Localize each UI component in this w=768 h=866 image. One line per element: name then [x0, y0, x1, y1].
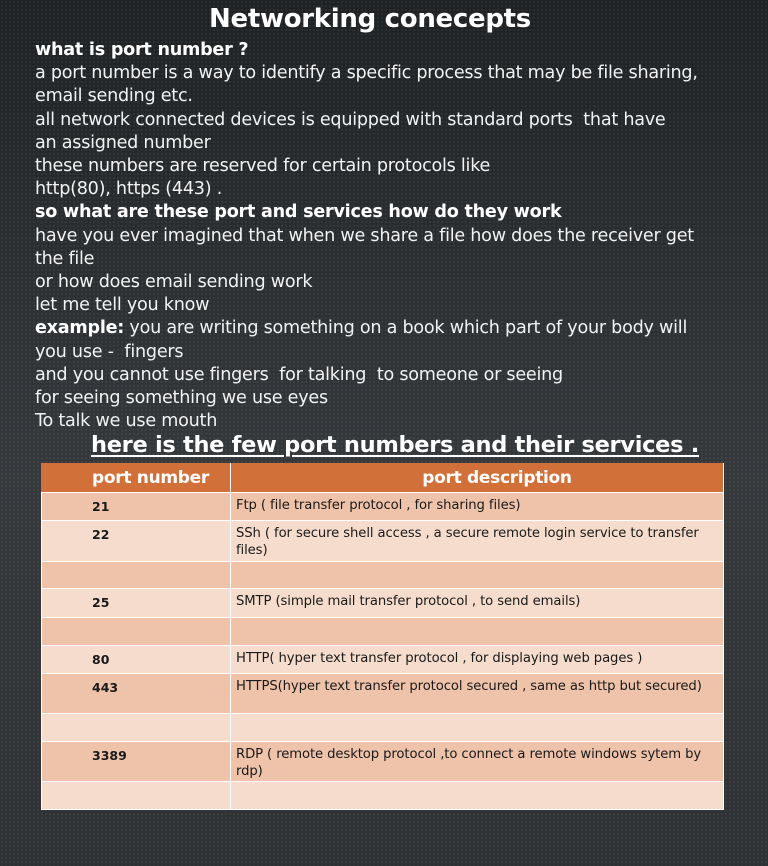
port-description-cell: Ftp ( file transfer protocol , for sharing files): [231, 493, 724, 521]
body-line-text: you are writing something on a book which part of your body will: [124, 318, 688, 339]
port-number-cell: 22: [42, 521, 231, 562]
table-row: [42, 782, 724, 810]
port-description-cell: SSh ( for secure shell access , a secure remote login service to transfer files): [231, 521, 724, 562]
port-description-cell: RDP ( remote desktop protocol ,to connect a remote windows sytem by rdp): [231, 742, 724, 782]
table-row: [42, 493, 724, 521]
body-line-text: an assigned number: [35, 132, 211, 153]
body-line: [35, 201, 763, 224]
table-row: [42, 589, 724, 618]
body-line-text: have you ever imagined that when we share a file how does the receiver get: [35, 225, 694, 246]
body-line-bold: so what are these port and services how do they work: [35, 202, 562, 223]
table-row: [42, 618, 724, 646]
body-line: [35, 271, 763, 294]
body-line: [35, 109, 763, 132]
body-line-text: a port number is a way to identify a specific process that may be file sharing,: [35, 63, 698, 84]
body-line: [35, 410, 763, 433]
body-line: [35, 248, 763, 271]
port-number-cell: 21: [42, 493, 231, 521]
port-number-cell: [42, 782, 231, 810]
body-line-text: let me tell you know: [35, 295, 210, 316]
port-description-cell: HTTP( hyper text transfer protocol , for displaying web pages ): [231, 646, 724, 674]
body-line-text: for seeing something we use eyes: [35, 388, 328, 409]
page-title: Networking conecepts: [209, 4, 531, 34]
column-header-port-description: port description: [231, 464, 724, 493]
body-line: [35, 294, 763, 317]
body-line: [35, 155, 763, 178]
port-description-cell: [231, 618, 724, 646]
body-line-text: http(80), https (443) .: [35, 179, 223, 200]
body-line-text: all network connected devices is equipped with standard ports that have: [35, 109, 666, 130]
column-header-port-number: port number: [42, 464, 231, 493]
body-line-bold: what is port number ?: [35, 40, 249, 60]
port-number-cell: 80: [42, 646, 231, 674]
port-description-cell: SMTP (simple mail transfer protocol , to send emails): [231, 589, 724, 618]
port-description-cell: HTTPS(hyper text transfer protocol secured , same as http but secured): [231, 674, 724, 714]
body-line-text: you use - fingers: [35, 341, 184, 362]
body-line: [35, 341, 763, 364]
port-description-cell: [231, 562, 724, 589]
body-line-text: or how does email sending work: [35, 272, 313, 293]
body-line-text: these numbers are reserved for certain protocols like: [35, 156, 491, 177]
body-line: [35, 85, 763, 108]
port-number-cell: [42, 714, 231, 742]
body-text: [35, 39, 763, 433]
port-number-cell: 25: [42, 589, 231, 618]
body-line: [35, 39, 763, 62]
table-row: [42, 742, 724, 782]
table-row: [42, 714, 724, 742]
table-header-row: [42, 464, 724, 493]
body-line-text: email sending etc.: [35, 86, 193, 107]
body-line: [35, 62, 763, 85]
table-row: [42, 646, 724, 674]
table-row: [42, 521, 724, 562]
body-line: [35, 178, 763, 201]
table-row: [42, 674, 724, 714]
body-line: [35, 364, 763, 387]
table-row: [42, 562, 724, 589]
body-line-text: and you cannot use fingers for talking to someone or seeing: [35, 364, 563, 385]
port-table: [41, 463, 724, 810]
body-line: [35, 317, 763, 340]
port-description-cell: [231, 782, 724, 810]
port-number-cell: 443: [42, 674, 231, 714]
body-line-text: the file: [35, 248, 95, 269]
port-number-cell: [42, 618, 231, 646]
body-line-bold: example:: [35, 318, 125, 339]
port-number-cell: [42, 562, 231, 589]
body-line-text: To talk we use mouth: [35, 411, 218, 432]
body-line: [35, 387, 763, 410]
body-line: [35, 225, 763, 248]
port-description-cell: [231, 714, 724, 742]
port-number-cell: 3389: [42, 742, 231, 782]
body-line: [35, 132, 763, 155]
table-heading: here is the few port numbers and their services .: [91, 432, 699, 458]
